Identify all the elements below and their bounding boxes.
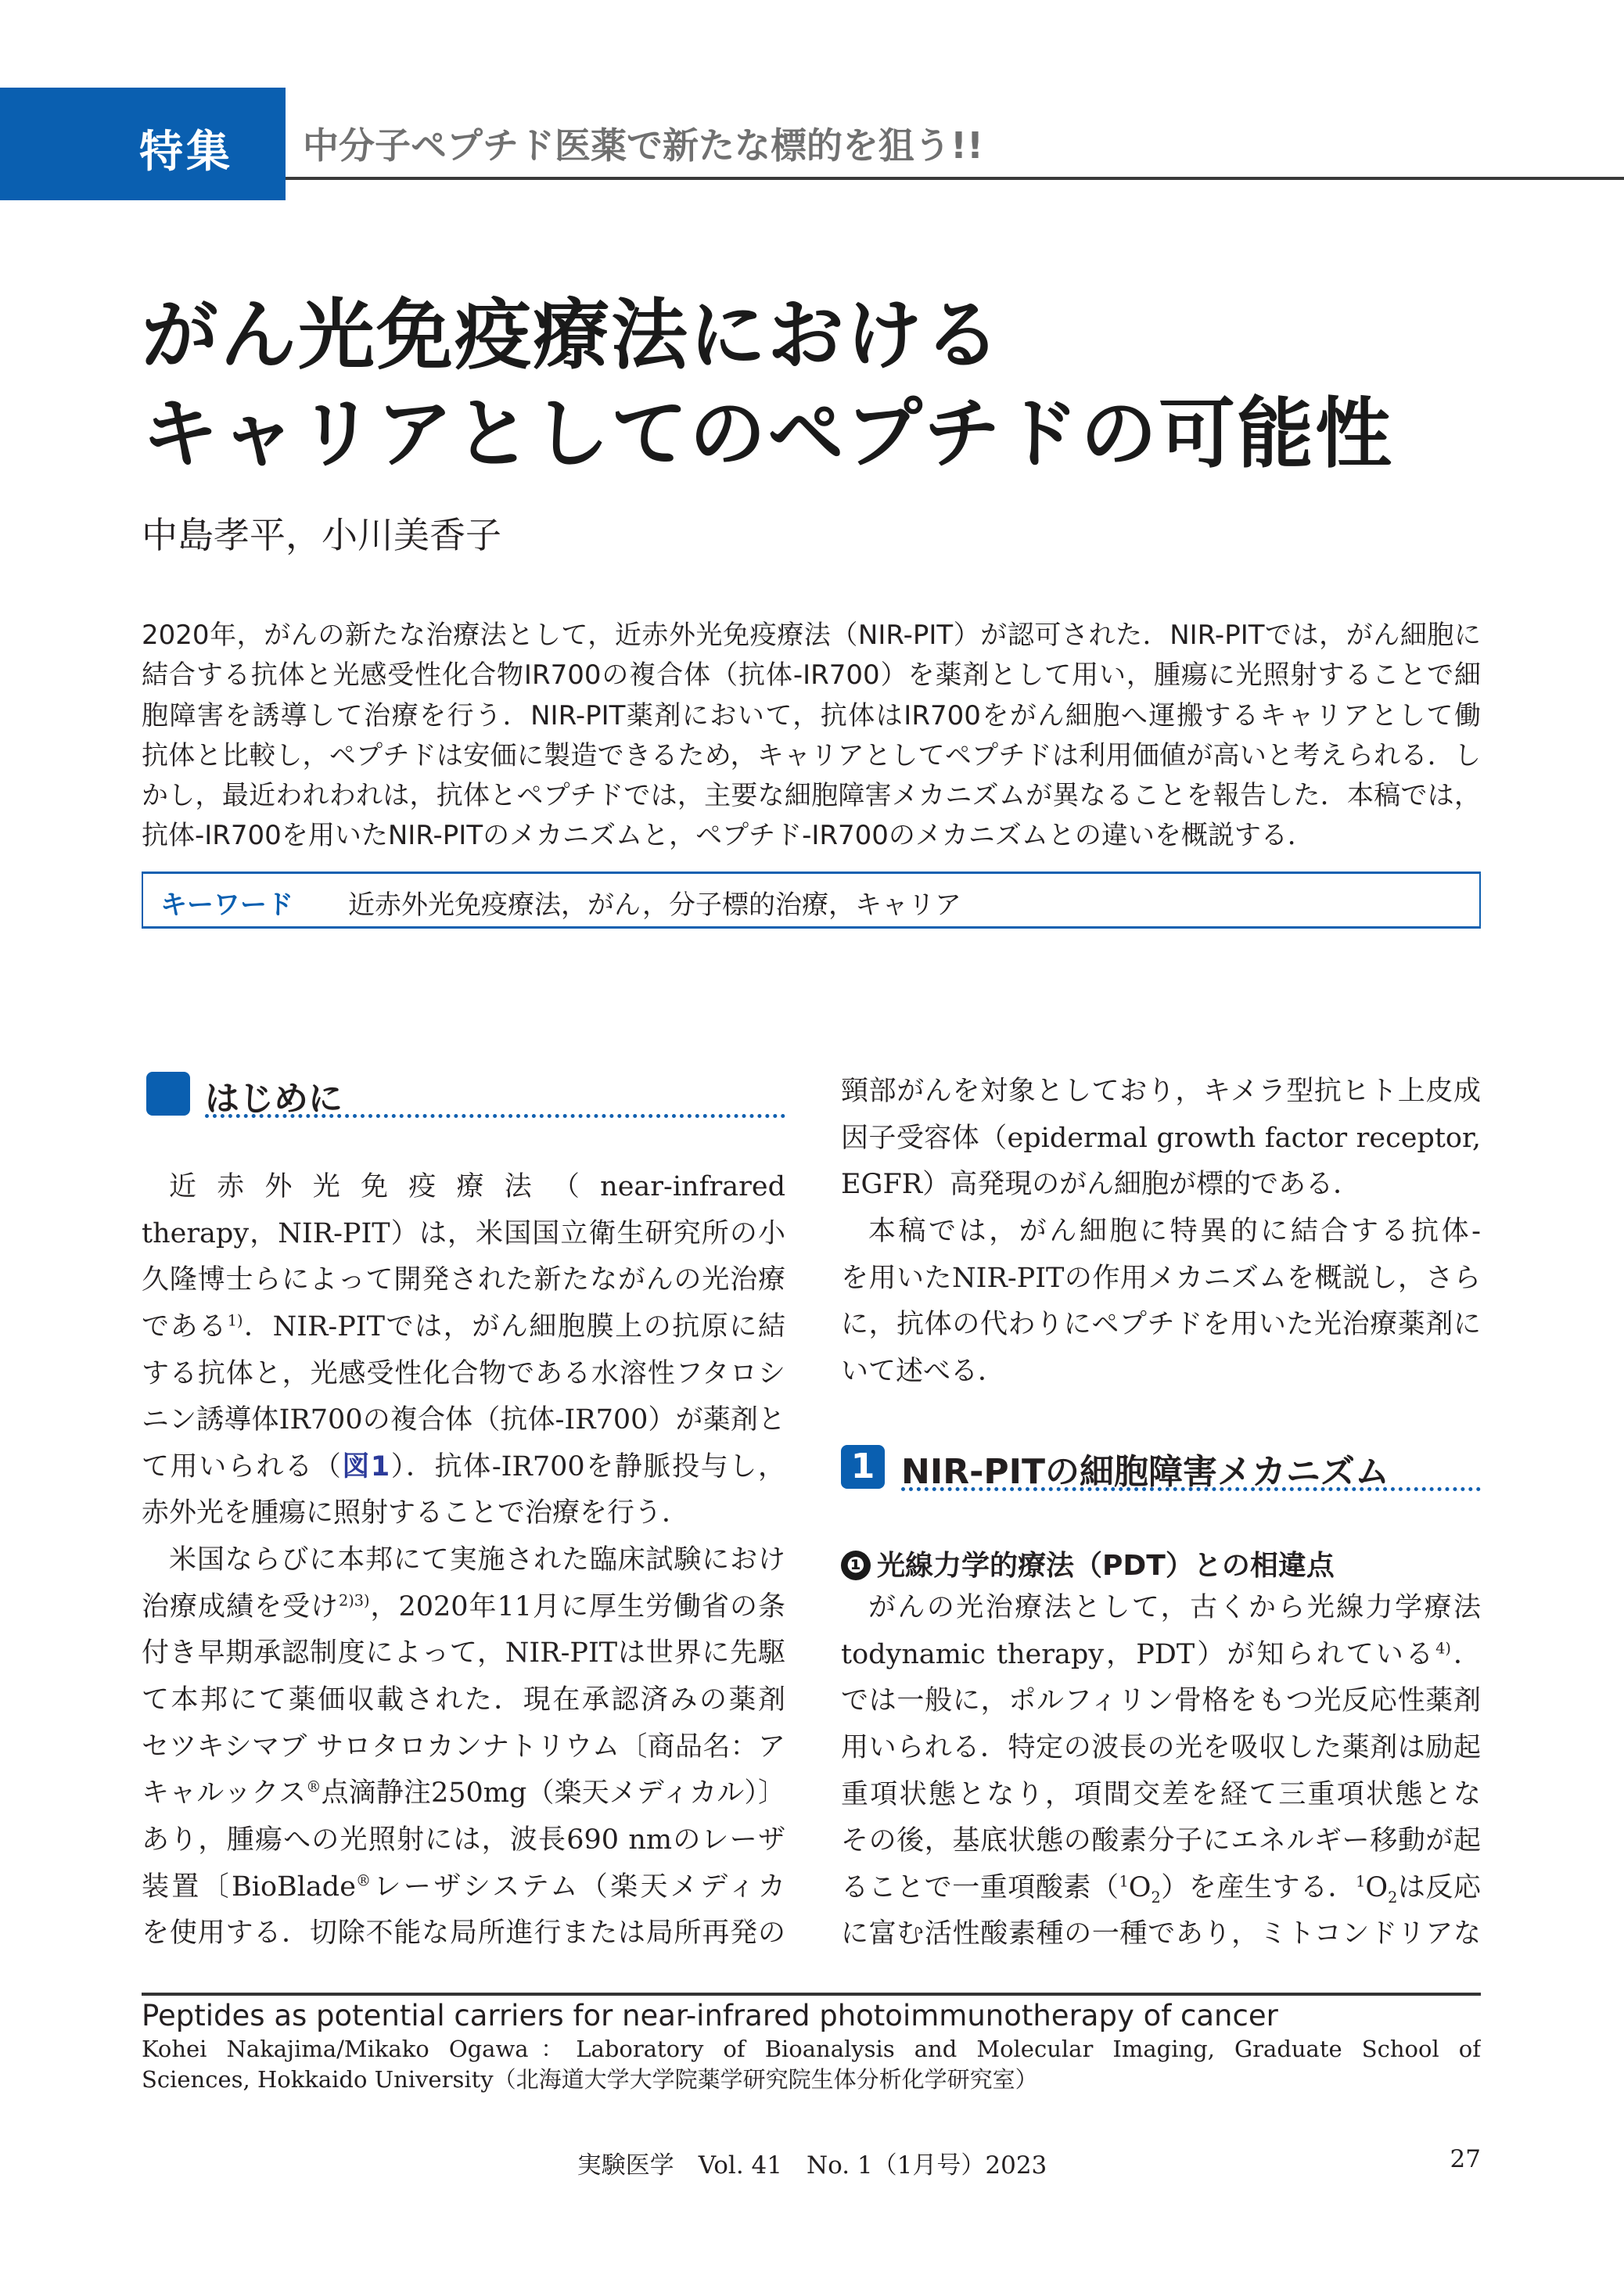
text-run: である — [142, 1310, 228, 1342]
section-number-badge: 1 — [841, 1445, 885, 1489]
dotted-rule — [205, 1114, 785, 1118]
text-line — [841, 1116, 1481, 1163]
text-line — [142, 2034, 1481, 2065]
text-run: 付き早期承認制度によって，NIR-PITは世界に先駆 — [142, 1637, 785, 1669]
text-line — [142, 1537, 785, 1584]
english-title: Peptides as potential carriers for near-infrared photoimmunotherapy of cancer — [142, 1999, 1278, 2032]
text-line — [142, 696, 1481, 736]
superscript: ® — [355, 1871, 372, 1889]
text-line — [142, 1444, 785, 1491]
text-run: がんの光治療法として，古くから光線力学療法 — [868, 1592, 1481, 1623]
text-run: 結合する抗体と光感受性化合物IR700の複合体（抗体-IR700）を薬剤として用い，腫瘍に光照射することで細 — [142, 660, 1481, 692]
text-line — [142, 2065, 1481, 2095]
text-line — [841, 1256, 1481, 1303]
text-run: 2020年，がんの新たな治療法として，近赤外光免疫療法（NIR-PIT）が認可された．NIR-PITでは，がん細胞に — [142, 620, 1481, 651]
text-run: 本稿では，がん細胞に特異的に結合する抗体- — [868, 1215, 1481, 1247]
text-run: ニン誘導体IR700の複合体（抗体-IR700）が薬剤と — [142, 1404, 785, 1436]
journal-citation: 実験医学 Vol. 41 No. 1（1月号）2023 — [577, 2151, 1047, 2180]
text-run: 近赤外光免疫療法（near-infrared — [169, 1171, 785, 1202]
text-run: ．NIR-PITでは，がん細胞膜上の抗原に結 — [243, 1310, 785, 1342]
text-run: レーザシステム（楽天メディカ — [371, 1871, 785, 1903]
text-line — [841, 1209, 1481, 1256]
text-run: いて述べる． — [841, 1355, 1006, 1387]
text-line — [142, 1630, 785, 1677]
text-run: を使用する．切除不能な局所進行または局所再発の — [142, 1917, 785, 1950]
text-run: O — [1365, 1871, 1389, 1903]
text-line — [142, 656, 1481, 695]
text-line — [142, 1910, 785, 1957]
text-run: ． — [1450, 1638, 1481, 1670]
section-1-body — [841, 1585, 1481, 1958]
text-run: Kohei Nakajima/Mikako Ogawa：Laboratory of Bioanalysis and Molecular Imaging, Graduate School of — [142, 2036, 1481, 2062]
text-run: ）．抗体-IR700を静脈投与し， — [390, 1450, 785, 1483]
text-run: ，2020年11月に厚生労働省の条 — [369, 1590, 785, 1623]
text-run: キャルックス — [142, 1777, 307, 1810]
text-run: は反応 — [1397, 1871, 1481, 1903]
superscript: 2)3) — [338, 1591, 370, 1610]
text-run: 抗体と比較し，ペプチドは安価に製造できるため，キャリアとしてペプチドは利用価値が高いと考えられる．し — [142, 739, 1481, 771]
text-line — [142, 1351, 785, 1398]
superscript: 1 — [1356, 1872, 1366, 1891]
feature-label: 特集 — [139, 127, 233, 178]
text-run: ることで一重項酸素（ — [841, 1871, 1119, 1903]
text-line — [142, 1817, 785, 1864]
article-title-line-1: がん光免疫療法における — [142, 291, 1003, 380]
text-run: を用いたNIR-PITの作用メカニズムを概説し，さら — [841, 1262, 1481, 1294]
text-line — [841, 1069, 1481, 1116]
text-line — [841, 1911, 1481, 1958]
text-run: 赤外光を腫瘍に照射することで治療を行う． — [142, 1497, 690, 1529]
text-line — [841, 1678, 1481, 1725]
text-run: O — [1128, 1871, 1152, 1903]
keywords-box — [142, 872, 1481, 929]
text-line — [841, 1865, 1481, 1912]
text-line — [142, 1164, 785, 1211]
dotted-rule — [901, 1487, 1481, 1491]
text-run: ）を産生する． — [1160, 1871, 1356, 1903]
keywords-text: 近赤外光免疫療法，がん，分子標的治療，キャリア — [348, 890, 962, 921]
text-run: 抗体-IR700を用いたNIR-PITのメカニズムと，ペプチド-IR700のメカニズムとの違いを概説する． — [142, 820, 1314, 852]
subscript: 2 — [1388, 1888, 1398, 1907]
text-line — [142, 1304, 785, 1351]
authors: 中島孝平，小川美香子 — [142, 514, 501, 556]
text-line — [142, 1584, 785, 1631]
text-run: では一般に，ポルフィリン骨格をもつ光反応性薬剤 — [841, 1685, 1481, 1717]
text-run: Sciences, Hokkaido University（北海道大学大学院薬学研究院生体分析化学研究室） — [142, 2066, 1038, 2093]
superscript: 1) — [227, 1311, 243, 1330]
text-line — [142, 1677, 785, 1724]
subsection-title: 光線力学的療法（PDT）との相違点 — [877, 1550, 1335, 1582]
text-line — [142, 1864, 785, 1911]
figure-reference-link[interactable]: 図1 — [342, 1450, 390, 1483]
feature-tab — [0, 88, 286, 200]
text-line — [142, 1490, 785, 1537]
intro-body-left — [142, 1164, 785, 1957]
article-title-line-2: キャリアとしてのペプチドの可能性 — [142, 390, 1394, 479]
text-run: する抗体と，光感受性化合物である水溶性フタロシ — [142, 1357, 785, 1389]
text-run: に富む活性酸素種の一種であり，ミトコンドリアな — [841, 1918, 1481, 1950]
subscript: 2 — [1151, 1888, 1161, 1907]
section-heading-intro: はじめに — [205, 1079, 343, 1119]
text-line — [142, 736, 1481, 776]
affiliation — [142, 2034, 1481, 2095]
text-run: 装置〔BioBlade — [142, 1871, 356, 1903]
text-line — [841, 1302, 1481, 1349]
text-run: 治療成績を受け — [142, 1590, 339, 1623]
superscript: 1 — [1119, 1872, 1129, 1891]
text-line — [142, 1257, 785, 1304]
text-line — [841, 1772, 1481, 1819]
text-run: て用いられる（ — [142, 1450, 343, 1483]
section-heading-1: NIR-PITの細胞障害メカニズム — [901, 1452, 1389, 1492]
text-run: 用いられる．特定の波長の光を吸収した薬剤は励起 — [841, 1731, 1481, 1763]
text-run: 点滴静注250mg（楽天メディカル）〕 — [321, 1777, 785, 1810]
text-line — [841, 1349, 1481, 1396]
text-line — [142, 616, 1481, 656]
text-line — [142, 1770, 785, 1817]
text-run: 重項状態となり，項間交差を経て三重項状態とな — [841, 1778, 1481, 1810]
text-run: て本邦にて薬価収載された．現在承認済みの薬剤 — [142, 1684, 785, 1716]
text-run: 胞障害を誘導して治療を行う．NIR-PIT薬剤において，抗体はIR700をがん細胞へ運搬するキャリアとして働 — [142, 699, 1481, 731]
text-line — [142, 776, 1481, 816]
text-run: あり，腫瘍への光照射には，波長690 nmのレーザ — [142, 1824, 785, 1856]
superscript: ® — [306, 1777, 322, 1796]
text-line — [142, 1397, 785, 1444]
text-line — [142, 1724, 785, 1771]
series-title: 中分子ペプチド医薬で新たな標的を狙う!! — [303, 124, 983, 167]
text-line — [841, 1818, 1481, 1865]
text-run: therapy，NIR-PIT）は，米国国立衛生研究所の小 — [142, 1217, 785, 1249]
text-line — [841, 1632, 1481, 1679]
text-run: 米国ならびに本邦にて実施された臨床試験におけ — [169, 1544, 785, 1576]
intro-body-right — [841, 1069, 1481, 1395]
keywords-label: キーワード — [160, 890, 293, 921]
text-run: かし，最近われわれは，抗体とペプチドでは，主要な細胞障害メカニズムが異なることを報告した．本稿では， — [142, 780, 1481, 812]
text-run: 久隆博士らによって開発された新たながんの光治療 — [142, 1264, 785, 1296]
text-run: EGFR）高発現のがん細胞が標的である． — [841, 1169, 1361, 1201]
text-run: 頸部がんを対象としており，キメラ型抗ヒト上皮成 — [841, 1076, 1481, 1107]
text-run: セツキシマブ サロタロカンナトリウム〔商品名：ア — [142, 1731, 785, 1763]
footer-rule — [142, 1993, 1481, 1996]
superscript: 4) — [1435, 1638, 1451, 1657]
subsection-heading — [841, 1544, 1335, 1583]
text-run: todynamic therapy，PDT）が知られている — [841, 1638, 1436, 1670]
text-line — [841, 1585, 1481, 1632]
text-line — [142, 1211, 785, 1258]
text-line — [841, 1725, 1481, 1772]
page-number: 27 — [1450, 2145, 1481, 2173]
text-run: に，抗体の代わりにペプチドを用いた光治療薬剤に — [841, 1309, 1481, 1341]
circled-number-icon: ❶ — [841, 1551, 871, 1580]
section-square-icon — [146, 1072, 190, 1116]
abstract — [142, 616, 1481, 857]
header-rule — [286, 177, 1624, 180]
text-line — [841, 1162, 1481, 1209]
text-line — [142, 816, 1481, 856]
text-run: その後，基底状態の酸素分子にエネルギー移動が起 — [841, 1825, 1481, 1857]
text-run: 因子受容体（epidermal growth factor receptor, — [841, 1122, 1481, 1154]
